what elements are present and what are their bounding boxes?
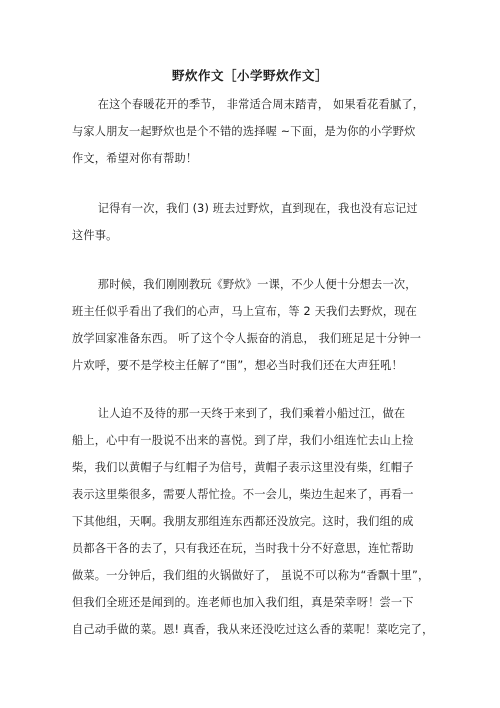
document-title: 野炊作文［小学野炊作文］ (171, 68, 328, 83)
paragraph-3 (72, 271, 432, 379)
text-line: 做菜。一分钟后，我们组的火锅做好了， 虽说不可以称为“香飘十里”， (72, 569, 430, 582)
text-line: 让人迫不及待的那一天终于来到了，我们乘着小船过江，做在 (97, 407, 406, 420)
text-line: 表示这里柴很多，需要人帮忙捡。不一会儿，柴边生起来了，再看一 (72, 488, 414, 501)
paragraph-4 (72, 400, 432, 643)
text-line: 作文，希望对你有帮助！ (72, 152, 198, 165)
text-line: 船上，心中有一股说不出来的喜悦。到了岸，我们小组连忙去山上捡 (72, 434, 414, 447)
text-line: 班主任似乎看出了我们的心声，马上宣布，等 2 天我们去野炊，现在 (72, 305, 418, 318)
text-line: 片欢呼，要不是学校主任解了“围”，想必当时我们还在大声狂吼！ (72, 359, 403, 372)
text-line: 员都各干各的去了，只有我还在玩，当时我十分不好意思，连忙帮助 (72, 542, 414, 555)
text-line: 记得有一次，我们 (3) 班去过野炊，直到现在，我也没有忘记过 (97, 202, 418, 215)
text-line: 在这个春暖花开的季节， 非常适合周末踏青， 如果看花看腻了， (97, 98, 425, 111)
text-line: 与家人朋友一起野炊也是个不错的选择喔 ~下面，是为你的小学野炊 (72, 125, 416, 138)
paragraph-2 (72, 195, 432, 249)
text-line: 那时候，我们刚刚教玩《野炊》一课，不少人便十分想去一次， (97, 278, 417, 291)
text-line: 柴，我们以黄帽子与红帽子为信号，黄帽子表示这里没有柴，红帽子 (72, 461, 414, 474)
text-line: 自己动手做的菜。恩! 真香，我从来还没吃过这么香的菜呢！菜吃完了， (72, 623, 434, 636)
paragraph-1 (72, 91, 432, 172)
text-line: 放学回家准备东西。 听了这个令人振奋的消息， 我们班足足十分钟一 (72, 332, 422, 345)
text-line: 但我们全班还是闻到的。连老师也加入我们组，真是荣幸呀！尝一下 (72, 596, 414, 609)
text-line: 下其他组，天啊。我朋友那组连东西都还没放完。这时，我们组的成 (72, 515, 414, 528)
text-line: 这件事。 (72, 229, 118, 242)
